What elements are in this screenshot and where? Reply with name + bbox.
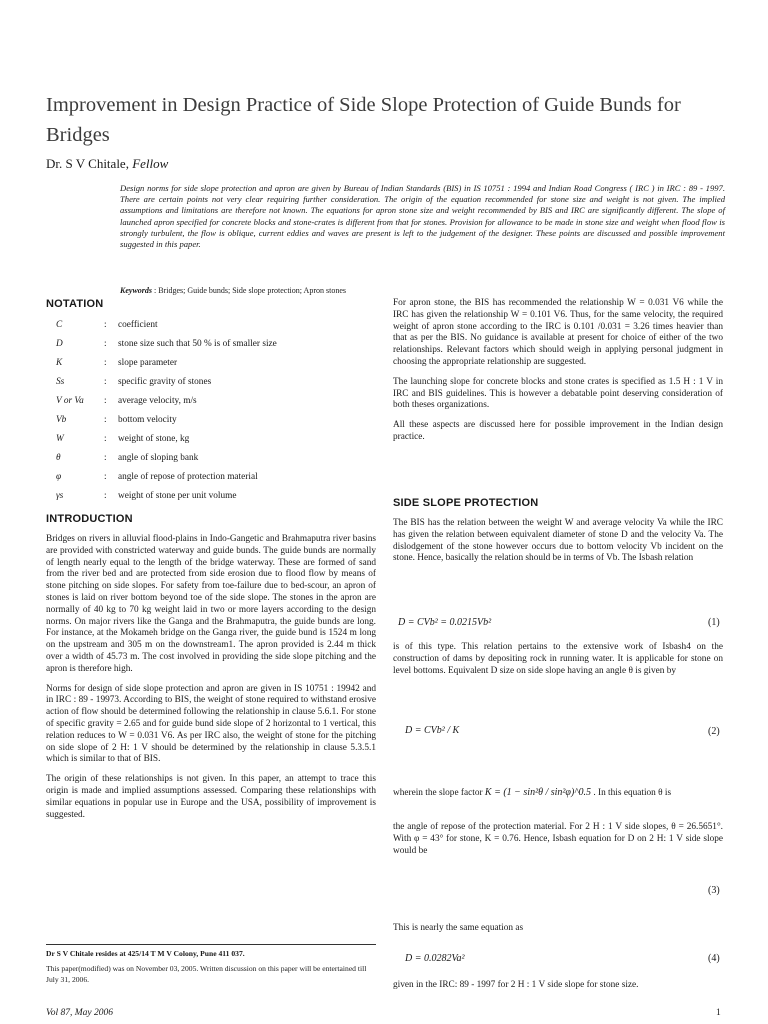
notation-description: coefficient [118, 320, 158, 330]
notation-row [46, 377, 376, 395]
right-column-top [393, 298, 723, 452]
slope-text-a: wherein the slope factor [393, 788, 483, 798]
equation-4: D = 0.0282Va² [405, 953, 465, 964]
introduction-body [46, 534, 376, 829]
notation-colon: : [104, 358, 107, 368]
ssp-paragraph-3: the angle of repose of the protection material. For 2 H : 1 V side slopes, θ = 26.5651°. With φ = 43° for stone, K = 0.76. Hence, Isbash equation for D on 2 H: 1 V side slope would be [393, 822, 723, 856]
notation-symbol: φ [56, 472, 62, 482]
notation-colon: : [104, 377, 107, 387]
notation-row [46, 320, 376, 338]
ssp-paragraph-5: given in the IRC: 89 - 1997 for 2 H : 1 V side slope for stone size. [393, 980, 639, 990]
notation-symbol: D [56, 339, 63, 349]
notation-colon: : [104, 339, 107, 349]
notation-row [46, 453, 376, 471]
notation-description: angle of sloping bank [118, 453, 199, 463]
keywords-label: Keywords [120, 286, 152, 295]
notation-symbol: γs [56, 491, 64, 501]
ssp-paragraph-2: is of this type. This relation pertains to the extensive work of Isbash4 on the construction of dams by depositing rock in running water. It is applicable for stone on level bottoms. Equivalent D size on side slope having an angle θ is given by [393, 642, 723, 676]
notation-description: average velocity, m/s [118, 396, 197, 406]
equation-2: D = CVb² / K [405, 725, 460, 736]
intro-paragraph-1: Bridges on rivers in alluvial flood-plains in Indo-Gangetic and Brahmaputra river basins are provided with constricted waterway and guide bunds. The guide bunds are normally of length nearly equal to the length of the bridge waterway. These are formed of sand from the river bed and are protected from side erosion due to flood flow by means of stone pitching on side slopes. For safety from toe-failure due to bed-scour, an apron of stones is laid on river bottom beyond toe of the side slope. The stones in the apron are normally of 40 kg to 70 kg weight laid in two or more layers according to the design norms. On major rivers like the Ganga and the Brahmaputra, the guide bunds are long. For instance, at the Mokameh bridge on the Ganga river, the guide bund is 1524 m long on the upstream and 305 m on the downstream1. The apron provided is 2.44 m thick over a width of 45.73 m. The cost involved in providing the side slope pitching and the apron is therefore high. [46, 534, 376, 674]
ssp-paragraph-1: The BIS has the relation between the weight W and average velocity Va while the IRC has given the relation between equivalent diameter of stone D and the velocity Va. The dislodgement of the stone however occurs due to bottom velocity Vb incident on the stone. Hence, basically the relation should be in terms of Vb. The Isbash relation [393, 518, 723, 564]
footnote-paper-info: This paper(modified) was on November 03, 2005. Written discussion on this paper will be entertained till July 31, 2006. [46, 964, 367, 984]
keywords-text: : Bridges; Guide bunds; Side slope protection; Apron stones [154, 286, 346, 295]
notation-symbol: Ss [56, 377, 65, 387]
notation-colon: : [104, 453, 107, 463]
author-role: Fellow [132, 156, 169, 171]
journal-volume: Vol 87, May 2006 [46, 1008, 114, 1018]
page-number: 1 [716, 1008, 721, 1018]
equation-2-number: (2) [708, 726, 720, 737]
equation-1: D = CVb² = 0.0215Vb² [398, 617, 492, 628]
equation-4-number: (4) [708, 953, 720, 964]
side-slope-protection-heading: SIDE SLOPE PROTECTION [393, 497, 539, 509]
equation-1-number: (1) [708, 617, 720, 628]
notation-row [46, 434, 376, 452]
right-paragraph-3: All these aspects are discussed here for possible improvement in the Indian design practice. [393, 420, 723, 442]
intro-paragraph-3: The origin of these relationships is not given. In this paper, an attempt to trace this origin is made and implied assumptions assessed. Comparing these relationships with similar equations in popular use in Europe and the USA, possibility of improvement is suggested. [46, 774, 376, 820]
notation-symbol: C [56, 320, 63, 330]
right-paragraph-1: For apron stone, the BIS has recommended the relationship W = 0.031 V6 while the IRC has given the relationship W = 0.101 V6. Thus, for the same velocity, the required weight of apron stone according to the IRC is 0.101 /0.031 = 3.26 times heavier than that as per the BIS. No guidance is available at present for choice of either of the two relationships. Relevant factors which should weigh in applying personal judgment in choosing the appropriate relationship are suggested. [393, 298, 723, 367]
notation-colon: : [104, 415, 107, 425]
notation-description: slope parameter [118, 358, 178, 368]
footnote-rule [46, 944, 376, 945]
notation-colon: : [104, 434, 107, 444]
footnotes [46, 948, 376, 985]
keywords [120, 286, 725, 295]
notation-row [46, 396, 376, 414]
right-paragraph-2: The launching slope for concrete blocks and stone crates is specified as 1.5 H : 1 V in IRC and BIS guidelines. This is however a debatable point deserving consideration of both theses organizations. [393, 376, 723, 411]
ssp-paragraph-4: This is nearly the same equation as [393, 923, 524, 933]
notation-colon: : [104, 320, 107, 330]
notation-symbol: W [56, 434, 64, 444]
introduction-heading: INTRODUCTION [46, 513, 133, 525]
notation-description: bottom velocity [118, 415, 177, 425]
intro-paragraph-2: Norms for design of side slope protection and apron are given in IS 10751 : 19942 and in IRC : 89 - 19973. According to BIS, the weight of stone required to withstand erosive action of flow should be determined following the relationship in clause 5.6.1. For stone of specific gravity = 2.65 and for guide bund side slope of 2 horizontal to 1 vertical, this relation reduces to W = 0.031 V6. As per IRC also, the weight of stone for the pitching on side slope of 2 H: 1 V should be determined by the relationship in clause 5.3.5.1 which is similar to that of BIS. [46, 683, 376, 765]
author-line [46, 156, 168, 172]
notation-symbol: Vb [56, 415, 67, 425]
notation-row [46, 415, 376, 433]
footnote-address: Dr S V Chitale resides at 425/14 T M V Colony, Pune 411 037. [46, 949, 245, 958]
slope-factor-line [393, 787, 723, 800]
notation-symbol: θ [56, 453, 61, 463]
notation-row [46, 491, 376, 509]
notation-colon: : [104, 491, 107, 501]
notation-row [46, 358, 376, 376]
paper-title: Improvement in Design Practice of Side Slope Protection of Guide Bunds for Bridges [46, 94, 681, 146]
equation-3-number: (3) [708, 885, 720, 896]
notation-colon: : [104, 396, 107, 406]
notation-description: angle of repose of protection material [118, 472, 258, 482]
notation-row [46, 339, 376, 357]
notation-row [46, 472, 376, 490]
notation-symbol: K [56, 358, 63, 368]
notation-heading: NOTATION [46, 298, 104, 310]
abstract: Design norms for side slope protection and apron are given by Bureau of Indian Standards (BIS) in IS 10751 : 1994 and Indian Road Congress ( IRC ) in IRC : 89 - 1997. There are certain points not very clear requiring further consideration. The origin of the equation recommended for stone size and weight is not given. The implied assumptions and limitations are therefore not known. The equations for apron stone size and weight recommended by BIS and IRC are significantly different. The slope of launched apron specified for concrete blocks and stone-crates is different from that for stones. Provision for allowance to be made in stone size and weight when flood flow is strongly turbulent, the flow is oblique, current eddies and waves are present is left to the judgement of the designer. These points are discussed and possible improvement suggested in this paper. [120, 183, 725, 250]
notation-description: stone size such that 50 % is of smaller size [118, 339, 277, 349]
notation-symbol: V or Va [56, 396, 84, 406]
slope-factor-formula: K = (1 − sin²θ / sin²φ)^0.5 [484, 787, 592, 798]
notation-description: specific gravity of stones [118, 377, 212, 387]
notation-description: weight of stone, kg [118, 434, 190, 444]
notation-colon: : [104, 472, 107, 482]
slope-text-b: . In this equation θ is [593, 788, 672, 798]
author-name: Dr. S V Chitale, [46, 156, 133, 171]
notation-description: weight of stone per unit volume [118, 491, 237, 501]
